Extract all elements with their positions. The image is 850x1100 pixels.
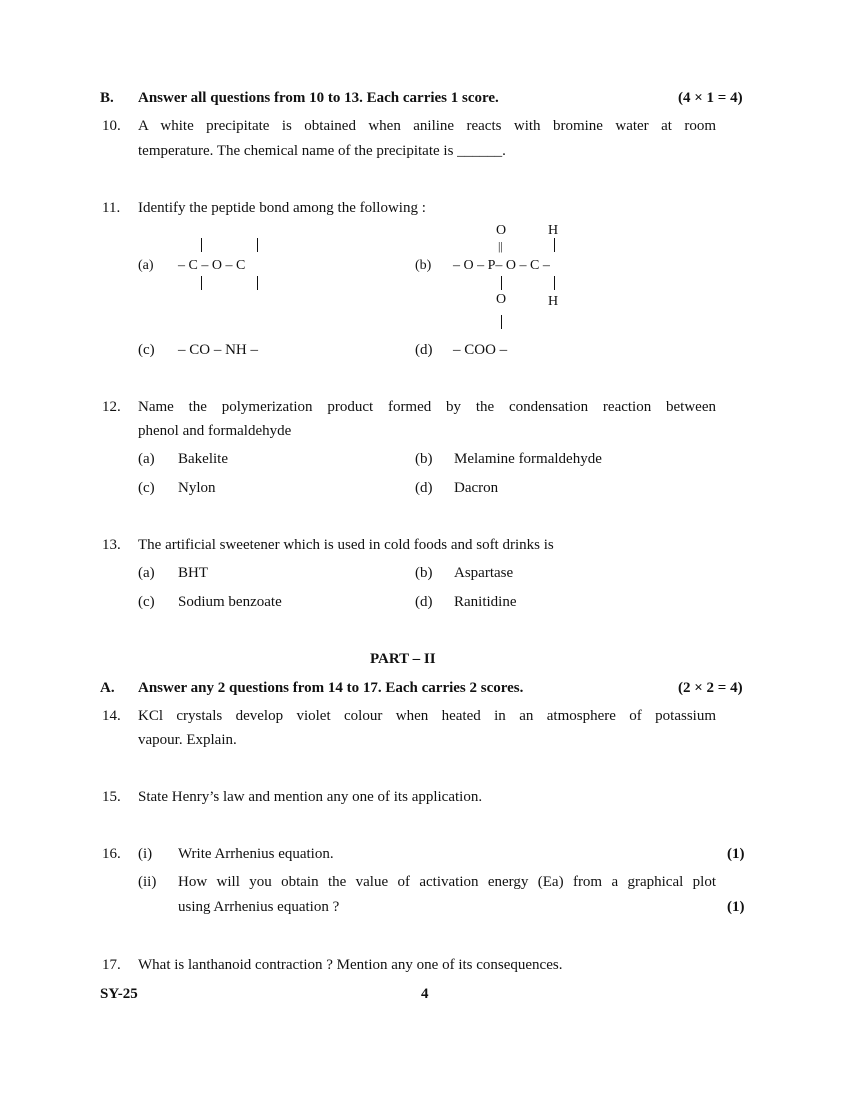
formula: – O – P– O – C –	[453, 258, 550, 273]
bond-line	[501, 276, 502, 290]
q10-line2: temperature. The chemical name of the precipitate is ______.	[138, 143, 506, 159]
q14-number: 14.	[102, 708, 121, 724]
option-label: (c)	[138, 594, 155, 610]
q13-number: 13.	[102, 537, 121, 553]
option-text: Aspartase	[454, 565, 514, 581]
q11-number: 11.	[102, 200, 121, 216]
q16-ii-line2: using Arrhenius equation ?	[178, 899, 340, 915]
option-label: (b)	[415, 565, 433, 581]
q16-i-label: (i)	[138, 846, 153, 862]
option-d-text: – COO –	[453, 342, 508, 358]
q12-line1: Name the polymerization product formed by the condensation reaction between	[138, 399, 716, 415]
q16-number: 16.	[102, 846, 121, 862]
paper-code: SY-25	[100, 986, 138, 1002]
atom-h: H	[548, 223, 559, 238]
q12-line2: phenol and formaldehyde	[138, 423, 292, 439]
option-c-label: (c)	[138, 342, 155, 358]
formula: – C – O – C	[178, 258, 246, 273]
q16-ii-label: (ii)	[138, 874, 157, 890]
q17-number: 17.	[102, 957, 121, 973]
option-label: (a)	[138, 258, 154, 273]
q16-ii-line1: How will you obtain the value of activation energy (Ea) from a graphical plot	[178, 874, 716, 890]
bond-line	[554, 276, 555, 290]
q15-text: State Henry’s law and mention any one of its application.	[138, 789, 483, 805]
option-c-text: – CO – NH –	[178, 342, 259, 358]
section-a-label: A.	[100, 680, 115, 696]
option-text: Dacron	[454, 480, 499, 496]
q16-i-marks: (1)	[727, 846, 745, 862]
option-label: (a)	[138, 451, 155, 467]
atom-o: O	[496, 292, 507, 307]
section-b-marks: (4 × 1 = 4)	[678, 90, 743, 106]
atom-h: H	[548, 294, 559, 309]
bond-line	[257, 238, 258, 252]
page-number: 4	[421, 986, 429, 1002]
q16-ii-marks: (1)	[727, 899, 745, 915]
bond-line	[501, 315, 502, 329]
option-label: (d)	[415, 480, 433, 496]
part-heading: PART – II	[370, 651, 436, 667]
option-text: Nylon	[178, 480, 216, 496]
section-a-instruction: Answer any 2 questions from 14 to 17. Each carries 2 scores.	[138, 680, 524, 696]
q14-line2: vapour. Explain.	[138, 732, 237, 748]
atom-o: O	[496, 223, 507, 238]
q15-number: 15.	[102, 789, 121, 805]
option-text: Bakelite	[178, 451, 228, 467]
option-label: (a)	[138, 565, 155, 581]
option-text: Ranitidine	[454, 594, 517, 610]
bond-line	[554, 238, 555, 252]
q16-i-text: Write Arrhenius equation.	[178, 846, 334, 862]
option-text: Sodium benzoate	[178, 594, 282, 610]
q10-number: 10.	[102, 118, 121, 134]
q13-text: The artificial sweetener which is used in cold foods and soft drinks is	[138, 537, 554, 553]
section-b-instruction: Answer all questions from 10 to 13. Each carries 1 score.	[138, 90, 499, 106]
option-label: (c)	[138, 480, 155, 496]
q17-text: What is lanthanoid contraction ? Mention any one of its consequences.	[138, 957, 563, 973]
option-label: (d)	[415, 594, 433, 610]
option-text: Melamine formaldehyde	[454, 451, 602, 467]
bond-line	[201, 276, 202, 290]
q12-number: 12.	[102, 399, 121, 415]
section-a-marks: (2 × 2 = 4)	[678, 680, 743, 696]
option-d-label: (d)	[415, 342, 433, 358]
option-label: (b)	[415, 451, 433, 467]
q14-line1: KCl crystals develop violet colour when heated in an atmosphere of potassium	[138, 708, 716, 724]
option-label: (b)	[415, 258, 432, 273]
q10-line1: A white precipitate is obtained when aniline reacts with bromine water at room	[138, 118, 716, 134]
section-b-label: B.	[100, 90, 114, 106]
bond-line	[257, 276, 258, 290]
double-bond: ||	[498, 239, 503, 253]
q11-text: Identify the peptide bond among the following :	[138, 200, 426, 216]
bond-line	[201, 238, 202, 252]
option-text: BHT	[178, 565, 208, 581]
